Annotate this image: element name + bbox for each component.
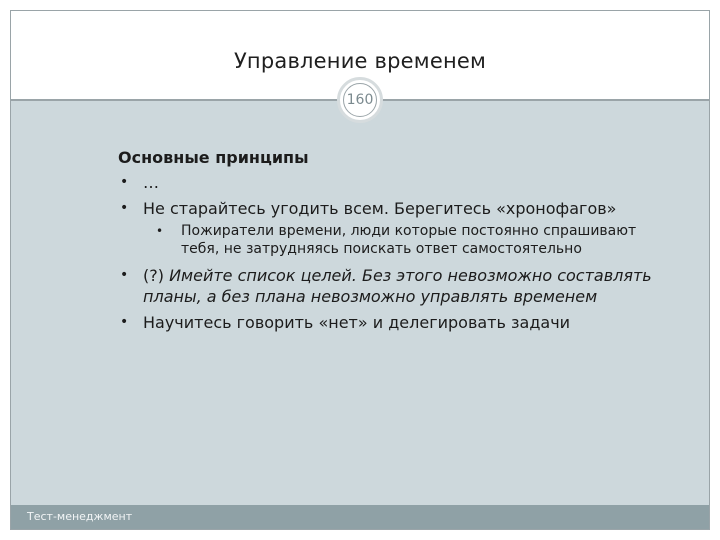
bullet-text: … (143, 173, 159, 192)
bullet-text: Научитесь говорить «нет» и делегировать задачи (143, 313, 571, 332)
bullet-icon: • (120, 200, 129, 216)
page-number: 160 (343, 83, 377, 117)
page-number-badge (337, 77, 383, 123)
bullet-icon: • (120, 314, 129, 330)
sub-bullet-text: Пожиратели времени, люди которые постоянно спрашивают тебя, не затрудняясь поискать ответ самостоятельно (181, 223, 637, 257)
bullet-icon: • (120, 267, 129, 283)
section-heading: Основные принципы (118, 148, 309, 167)
bullet-text: Не старайтесь угодить всем. Берегитесь «хронофагов» (143, 199, 617, 218)
bullet-prefix: (?) (143, 266, 170, 285)
footer-text: Тест-менеджмент (27, 510, 133, 523)
slide-title: Управление временем (233, 49, 487, 73)
bullet-item-4 (118, 312, 678, 333)
sub-bullet-item (118, 222, 661, 258)
bullet-item-2 (118, 198, 678, 219)
slide-footer (11, 505, 709, 529)
bullet-item-3 (118, 265, 678, 307)
bullet-item-1 (118, 172, 678, 193)
slide-body (118, 148, 678, 338)
bullet-italic-text: Имейте список целей. Без этого невозможно составлять планы, а без плана невозможно управлять временем (143, 266, 652, 306)
sub-bullet-icon: • (156, 224, 164, 238)
bullet-icon: • (120, 174, 129, 190)
